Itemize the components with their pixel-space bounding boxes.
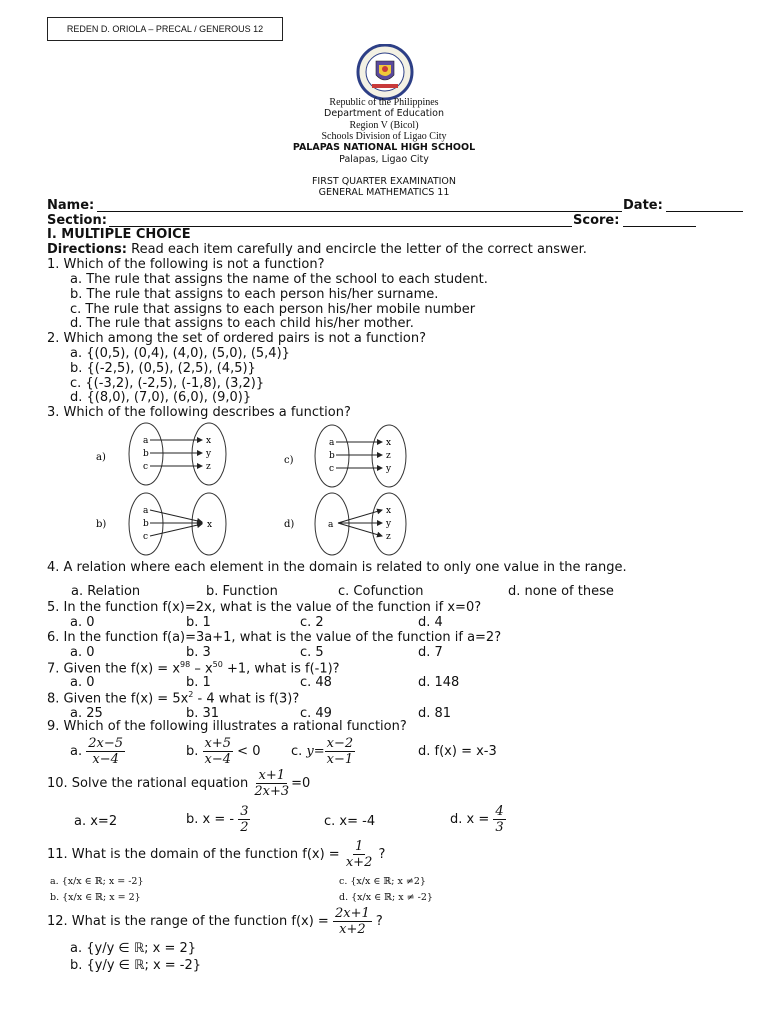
q7-choice-d[interactable]: d. 148	[418, 675, 460, 690]
diagram-c-right-1: x	[386, 438, 392, 448]
part-title: I. MULTIPLE CHOICE	[47, 227, 191, 242]
diagram-c-left-1: a	[329, 438, 335, 448]
q10-rhs: =0	[291, 776, 311, 791]
q7-choice-c[interactable]: c. 48	[300, 675, 332, 690]
q9-stem: 9. Which of the following illustrates a rational function?	[47, 719, 407, 734]
q10-d-numerator: 4	[495, 804, 504, 819]
diagram-c-label: c)	[284, 455, 294, 466]
q10-denominator: 2x+3	[254, 784, 290, 799]
q7-exp2: 50	[212, 660, 223, 669]
q7-exp1: 98	[180, 660, 191, 669]
q7-choice-b[interactable]: b. 1	[186, 675, 211, 690]
q11-choice-c[interactable]: c. {x/x ∈ ℝ; x ≠2}	[339, 876, 426, 887]
q3-stem: 3. Which of the following describes a function?	[47, 405, 351, 420]
q12-fraction	[333, 906, 372, 937]
diagram-d-label: d)	[284, 519, 295, 530]
q10-choice-d[interactable]	[450, 804, 506, 835]
q12-denominator: x+2	[339, 922, 366, 937]
diagram-b-label: b)	[96, 519, 107, 530]
q11-fraction	[344, 839, 375, 870]
q9-a-denominator: x−4	[92, 752, 119, 767]
exam-subject: GENERAL MATHEMATICS 11	[318, 187, 450, 198]
q7-stem-pre: 7. Given the f(x) = x	[47, 661, 181, 677]
q8-stem	[47, 690, 299, 706]
q10-choice-a[interactable]: a. x=2	[74, 814, 118, 829]
q10-fraction	[252, 768, 291, 799]
q2-choice-c[interactable]: c. {(-3,2), (-2,5), (-1,8), (3,2)}	[70, 376, 265, 391]
q1-choice-a[interactable]: a. The rule that assigns the name of the school to each student.	[70, 272, 488, 287]
q9-b-numerator: x+5	[204, 736, 232, 751]
q10-b-fraction	[238, 804, 250, 835]
q1-choice-c[interactable]: c. The rule that assigns to each person his/her mobile number	[70, 302, 476, 317]
diagram-a-left-2: b	[143, 449, 149, 459]
date-field-line[interactable]	[666, 211, 743, 212]
q1-choice-b[interactable]: b. The rule that assigns to each person his/her surname.	[70, 287, 439, 302]
diagram-b-left-3: c	[143, 532, 149, 542]
diagram-d-right-1: x	[386, 506, 392, 516]
school-address: Palapas, Ligao City	[339, 154, 429, 165]
q10-choice-c[interactable]: c. x= -4	[324, 814, 376, 829]
q8-stem-pre: 8. Given the f(x) = 5x	[47, 691, 189, 707]
q7-choice-a[interactable]: a. 0	[70, 675, 95, 690]
q9-choice-c[interactable]	[291, 736, 355, 767]
q11-stem-row	[47, 839, 385, 870]
q10-b-prefix: b. x = -	[186, 812, 235, 827]
q9-b-fraction	[203, 736, 234, 767]
diagram-b-left-2: b	[143, 519, 149, 529]
q9-c-fraction	[325, 736, 356, 767]
section-field-label: Section:	[47, 213, 107, 228]
q7-stem-post: +1, what is f(-1)?	[222, 661, 340, 677]
score-field-line[interactable]	[623, 226, 696, 227]
q4-choice-b[interactable]: b. Function	[206, 584, 278, 599]
q5-stem: 5. In the function f(x)=2x, what is the value of the function if x=0?	[47, 600, 482, 615]
q5-choice-b[interactable]: b. 1	[186, 615, 211, 630]
directions-text: Read each item carefully and encircle the letter of the correct answer.	[126, 242, 587, 257]
q10-stem: 10. Solve the rational equation	[47, 776, 249, 791]
q12-stem: 12. What is the range of the function f(x) =	[47, 914, 329, 929]
q9-choice-a[interactable]	[70, 736, 125, 767]
header-department: Department of Education	[324, 108, 444, 119]
q4-choice-a[interactable]: a. Relation	[71, 584, 141, 599]
diagram-a-left-3: c	[143, 462, 149, 472]
diagram-b-right-1: x	[207, 520, 213, 530]
q9-choice-d[interactable]: d. f(x) = x-3	[418, 744, 497, 759]
q4-stem: 4. A relation where each element in the domain is related to only one value in the range.	[47, 560, 627, 575]
diagram-c-right-2: z	[386, 451, 391, 461]
q2-stem: 2. Which among the set of ordered pairs is not a function?	[47, 331, 426, 346]
q11-choice-b[interactable]: b. {x/x ∈ ℝ; x = 2}	[50, 892, 141, 903]
diagram-d-right-3: z	[386, 532, 391, 542]
q6-stem: 6. In the function f(a)=3a+1, what is the value of the function if a=2?	[47, 630, 502, 645]
diagram-c-left-2: b	[329, 451, 335, 461]
q9-choice-b[interactable]	[186, 736, 260, 767]
header-division: Schools Division of Ligao City	[321, 131, 447, 142]
date-field-label: Date:	[623, 198, 663, 213]
q1-choice-d[interactable]: d. The rule that assigns to each child his/her mother.	[70, 316, 414, 331]
name-field-label: Name:	[47, 198, 95, 213]
diagram-a-label: a)	[96, 452, 106, 463]
diagram-a-right-3: z	[206, 462, 211, 472]
directions	[47, 242, 587, 257]
diagram-c-left-3: c	[329, 464, 335, 474]
header-republic: Republic of the Philippines	[329, 97, 439, 108]
q4-choice-d[interactable]: d. none of these	[508, 584, 614, 599]
score-field-label: Score:	[573, 213, 620, 228]
diagram-b-arrow-3	[150, 524, 202, 536]
q8-choice-c[interactable]: c. 49	[300, 706, 332, 721]
q12-choice-b[interactable]: b. {y/y ∈ ℝ; x = -2}	[70, 958, 202, 973]
header-region: Region V (Bicol)	[349, 120, 419, 131]
q10-choice-b[interactable]	[186, 804, 250, 835]
diagram-d-arrow-1	[338, 510, 382, 523]
q2-choice-d[interactable]: d. {(8,0), (7,0), (6,0), (9,0)}	[70, 390, 252, 405]
diagram-d-left-1: a	[328, 520, 334, 530]
q8-stem-post: - 4 what is f(3)?	[193, 691, 300, 707]
name-field-line[interactable]	[97, 211, 622, 212]
q11-choice-a[interactable]: a. {x/x ∈ ℝ; x = -2}	[50, 876, 144, 887]
diagram-b-left-1: a	[143, 506, 149, 516]
q10-d-fraction	[493, 804, 505, 835]
q9-a-fraction	[86, 736, 125, 767]
q5-choice-a[interactable]: a. 0	[70, 615, 95, 630]
q10-stem-row	[47, 768, 310, 799]
q10-numerator: x+1	[258, 768, 285, 783]
q12-end: ?	[375, 914, 383, 929]
q3-diagrams	[88, 420, 428, 566]
q11-stem: 11. What is the domain of the function f(x) =	[47, 847, 340, 862]
q9-b-relation: < 0	[233, 744, 261, 759]
q1-stem: 1. Which of the following is not a function?	[47, 257, 325, 272]
q11-choice-d[interactable]: d. {x/x ∈ ℝ; x ≠ -2}	[339, 892, 433, 903]
q9-c-label: c.	[291, 744, 303, 759]
q9-c-lhs: y=	[306, 744, 325, 759]
q8-choice-d[interactable]: d. 81	[418, 706, 452, 721]
diagram-a-right-2: y	[206, 449, 212, 459]
q6-choice-d[interactable]: d. 7	[418, 645, 443, 660]
diagram-d-arrow-3	[338, 523, 382, 536]
school-name: PALAPAS NATIONAL HIGH SCHOOL	[292, 142, 476, 153]
q9-b-denominator: x−4	[204, 752, 232, 767]
q11-end: ?	[378, 847, 386, 862]
q5-choice-c[interactable]: c. 2	[300, 615, 324, 630]
author-class-box	[47, 17, 283, 41]
q8-choice-b[interactable]: b. 31	[186, 706, 220, 721]
q10-d-prefix: d. x =	[450, 812, 490, 827]
q9-a-numerator: 2x−5	[88, 736, 124, 751]
author-class-label: REDEN D. ORIOLA – PRECAL / GENEROUS 12	[66, 24, 264, 34]
q12-numerator: 2x+1	[334, 906, 370, 921]
q12-choice-a[interactable]: a. {y/y ∈ ℝ; x = 2}	[70, 941, 197, 956]
exam-title: FIRST QUARTER EXAMINATION	[311, 176, 457, 187]
q9-c-denominator: x−1	[326, 752, 354, 767]
diagram-d-right-2: y	[386, 519, 392, 529]
deped-seal-icon	[350, 44, 420, 100]
q11-denominator: x+2	[345, 855, 373, 870]
q7-stem	[47, 660, 340, 676]
q8-exp: 2	[188, 690, 194, 699]
q10-b-denominator: 2	[240, 820, 249, 835]
directions-label: Directions:	[47, 242, 127, 257]
q2-choice-a[interactable]: a. {(0,5), (0,4), (4,0), (5,0), (5,4)}	[70, 346, 290, 361]
q4-choice-c[interactable]: c. Cofunction	[338, 584, 424, 599]
diagram-b-arrow-1	[150, 510, 202, 522]
q5-choice-d[interactable]: d. 4	[418, 615, 443, 630]
q6-choice-a[interactable]: a. 0	[70, 645, 95, 660]
q10-d-denominator: 3	[495, 820, 504, 835]
q9-b-label: b.	[186, 744, 199, 759]
diagram-a-left-1: a	[143, 436, 149, 446]
q9-a-label: a.	[70, 744, 83, 759]
q2-choice-b[interactable]: b. {(-2,5), (0,5), (2,5), (4,5)}	[70, 361, 256, 376]
q6-choice-b[interactable]: b. 3	[186, 645, 211, 660]
diagram-a-right-1: x	[206, 436, 212, 446]
q11-numerator: 1	[354, 839, 364, 854]
q8-choice-a[interactable]: a. 25	[70, 706, 103, 721]
q10-b-numerator: 3	[240, 804, 249, 819]
q6-choice-c[interactable]: c. 5	[300, 645, 324, 660]
diagram-c-right-3: y	[386, 464, 392, 474]
q12-stem-row	[47, 906, 383, 937]
q9-c-numerator: x−2	[326, 736, 354, 751]
q7-stem-mid: – x	[190, 661, 213, 677]
